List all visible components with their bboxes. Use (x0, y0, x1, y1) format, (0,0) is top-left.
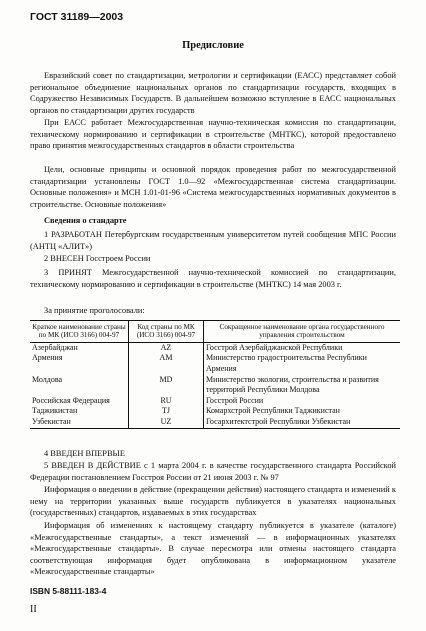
isbn: ISBN 5-88111-183-4 (30, 586, 107, 596)
column-header-authority: Сокращенное наименование органа государственного управления строительством (204, 321, 401, 343)
intro-paragraph-3: Цели, основные принципы и основной порядок проведения работ по межгосударственной стандартизации установлены ГОСТ 1.0—92 «Межгосударственная система стандартизации. Основные положения» и МСН 1.01-01-96 «Система межгосударственных нормативных документов в строительстве. Основные положения» (30, 165, 396, 209)
column-header-code: Код страны по МК (ИСО 3166) 004-97 (129, 321, 204, 343)
item-2: 2 ВНЕСЕН Госстроем России (44, 254, 151, 263)
authority-cell: Госархитектстрой Республики Узбекистан (204, 417, 401, 428)
item-5: 5 ВВЕДЕН В ДЕЙСТВИЕ с 1 марта 2004 г. в качестве государственного стандарта Российской Федерации постановлением Госстроя России от 21 июня 2003 г. № 97 (30, 461, 396, 482)
intro-paragraph-1: Евразийский совет по стандартизации, метрологии и сертификации (ЕАСС) представляет собой региональное объединение национальных органов по стандартизации государств, входящих в Содружество Независимых Государств. В дальнейшем возможно вступление в ЕАСС национальных органов по стандартизации других государств (30, 71, 396, 115)
code-cell: MD (129, 375, 204, 396)
table-row (30, 417, 400, 428)
notice-paragraph-1: Информация о введении в действие (прекращении действия) настоящего стандарта и изменений к нему на территории указанных выше государств публикуется в указателях национальных (государственных) стандартов, издаваемых в этих государствах (30, 485, 396, 518)
column-header-country: Краткое наименование страны по МК (ИСО 3166) 004-97 (30, 321, 129, 343)
country-cell: Азербайджан (32, 342, 78, 352)
country-cell: Армения (32, 353, 63, 363)
authority-cell: Госстрой России (204, 396, 401, 407)
table-row (30, 396, 400, 407)
code-cell: TJ (129, 406, 204, 417)
country-cell: Молдова (32, 374, 63, 384)
item-4: 4 ВВЕДЕН ВПЕРВЫЕ (44, 449, 125, 458)
page-title: Предисловие (182, 40, 244, 51)
table-row (30, 375, 400, 396)
code-cell: AZ (129, 342, 204, 353)
page-number: II (30, 604, 37, 615)
code-cell: AM (129, 353, 204, 374)
authority-cell: Министерство экологии, строительства и развития территорий Республики Молдова (204, 375, 401, 396)
voting-table (30, 320, 400, 429)
standard-code: ГОСТ 31189—2003 (30, 11, 124, 23)
notice-paragraph-2: Информация об изменениях к настоящему стандарту публикуется в указателе (каталоге) «Межгосударственные стандарты», а текст изменений — в информационных указателях «Межгосударственные стандарты». В случае пересмотра или отмены настоящего стандарта соответствующая информация будет опубликована в информационном указателе «Межгосударственные стандарты» (30, 521, 396, 577)
item-1: 1 РАЗРАБОТАН Петербургским государственным университетом путей сообщения МПС России (АНТЦ «АЛИТ») (30, 230, 396, 251)
about-heading: Сведения о стандарте (44, 216, 127, 225)
code-cell: UZ (129, 417, 204, 428)
vote-intro: За принятие проголосовали: (44, 306, 145, 315)
table-row (30, 353, 400, 374)
authority-cell: Комархстрой Республики Таджикистан (204, 406, 401, 417)
table-header-row (30, 321, 400, 343)
country-cell: Узбекистан (30, 417, 129, 428)
table-row (30, 342, 400, 353)
code-cell: RU (129, 396, 204, 407)
country-cell: Таджикистан (32, 406, 78, 416)
item-3: 3 ПРИНЯТ Межгосударственной научно-технической комиссией по стандартизации, техническому нормированию и сертификации в строительстве (МНТКС) 14 мая 2003 г. (30, 268, 396, 289)
table-row (30, 406, 400, 417)
country-cell: Российская Федерация (32, 395, 110, 405)
intro-paragraph-2: При ЕАСС работает Межгосударственная научно-техническая комиссия по стандартизации, техническому нормированию и сертификации в строительстве (МНТКС), которой предоставлено право принятия межгосударственных стандартов в области строительства (30, 118, 396, 151)
authority-cell: Госстрой Азербайджанской Республики (204, 342, 401, 353)
authority-cell: Министерство градостроительства Республики Армения (204, 353, 401, 374)
